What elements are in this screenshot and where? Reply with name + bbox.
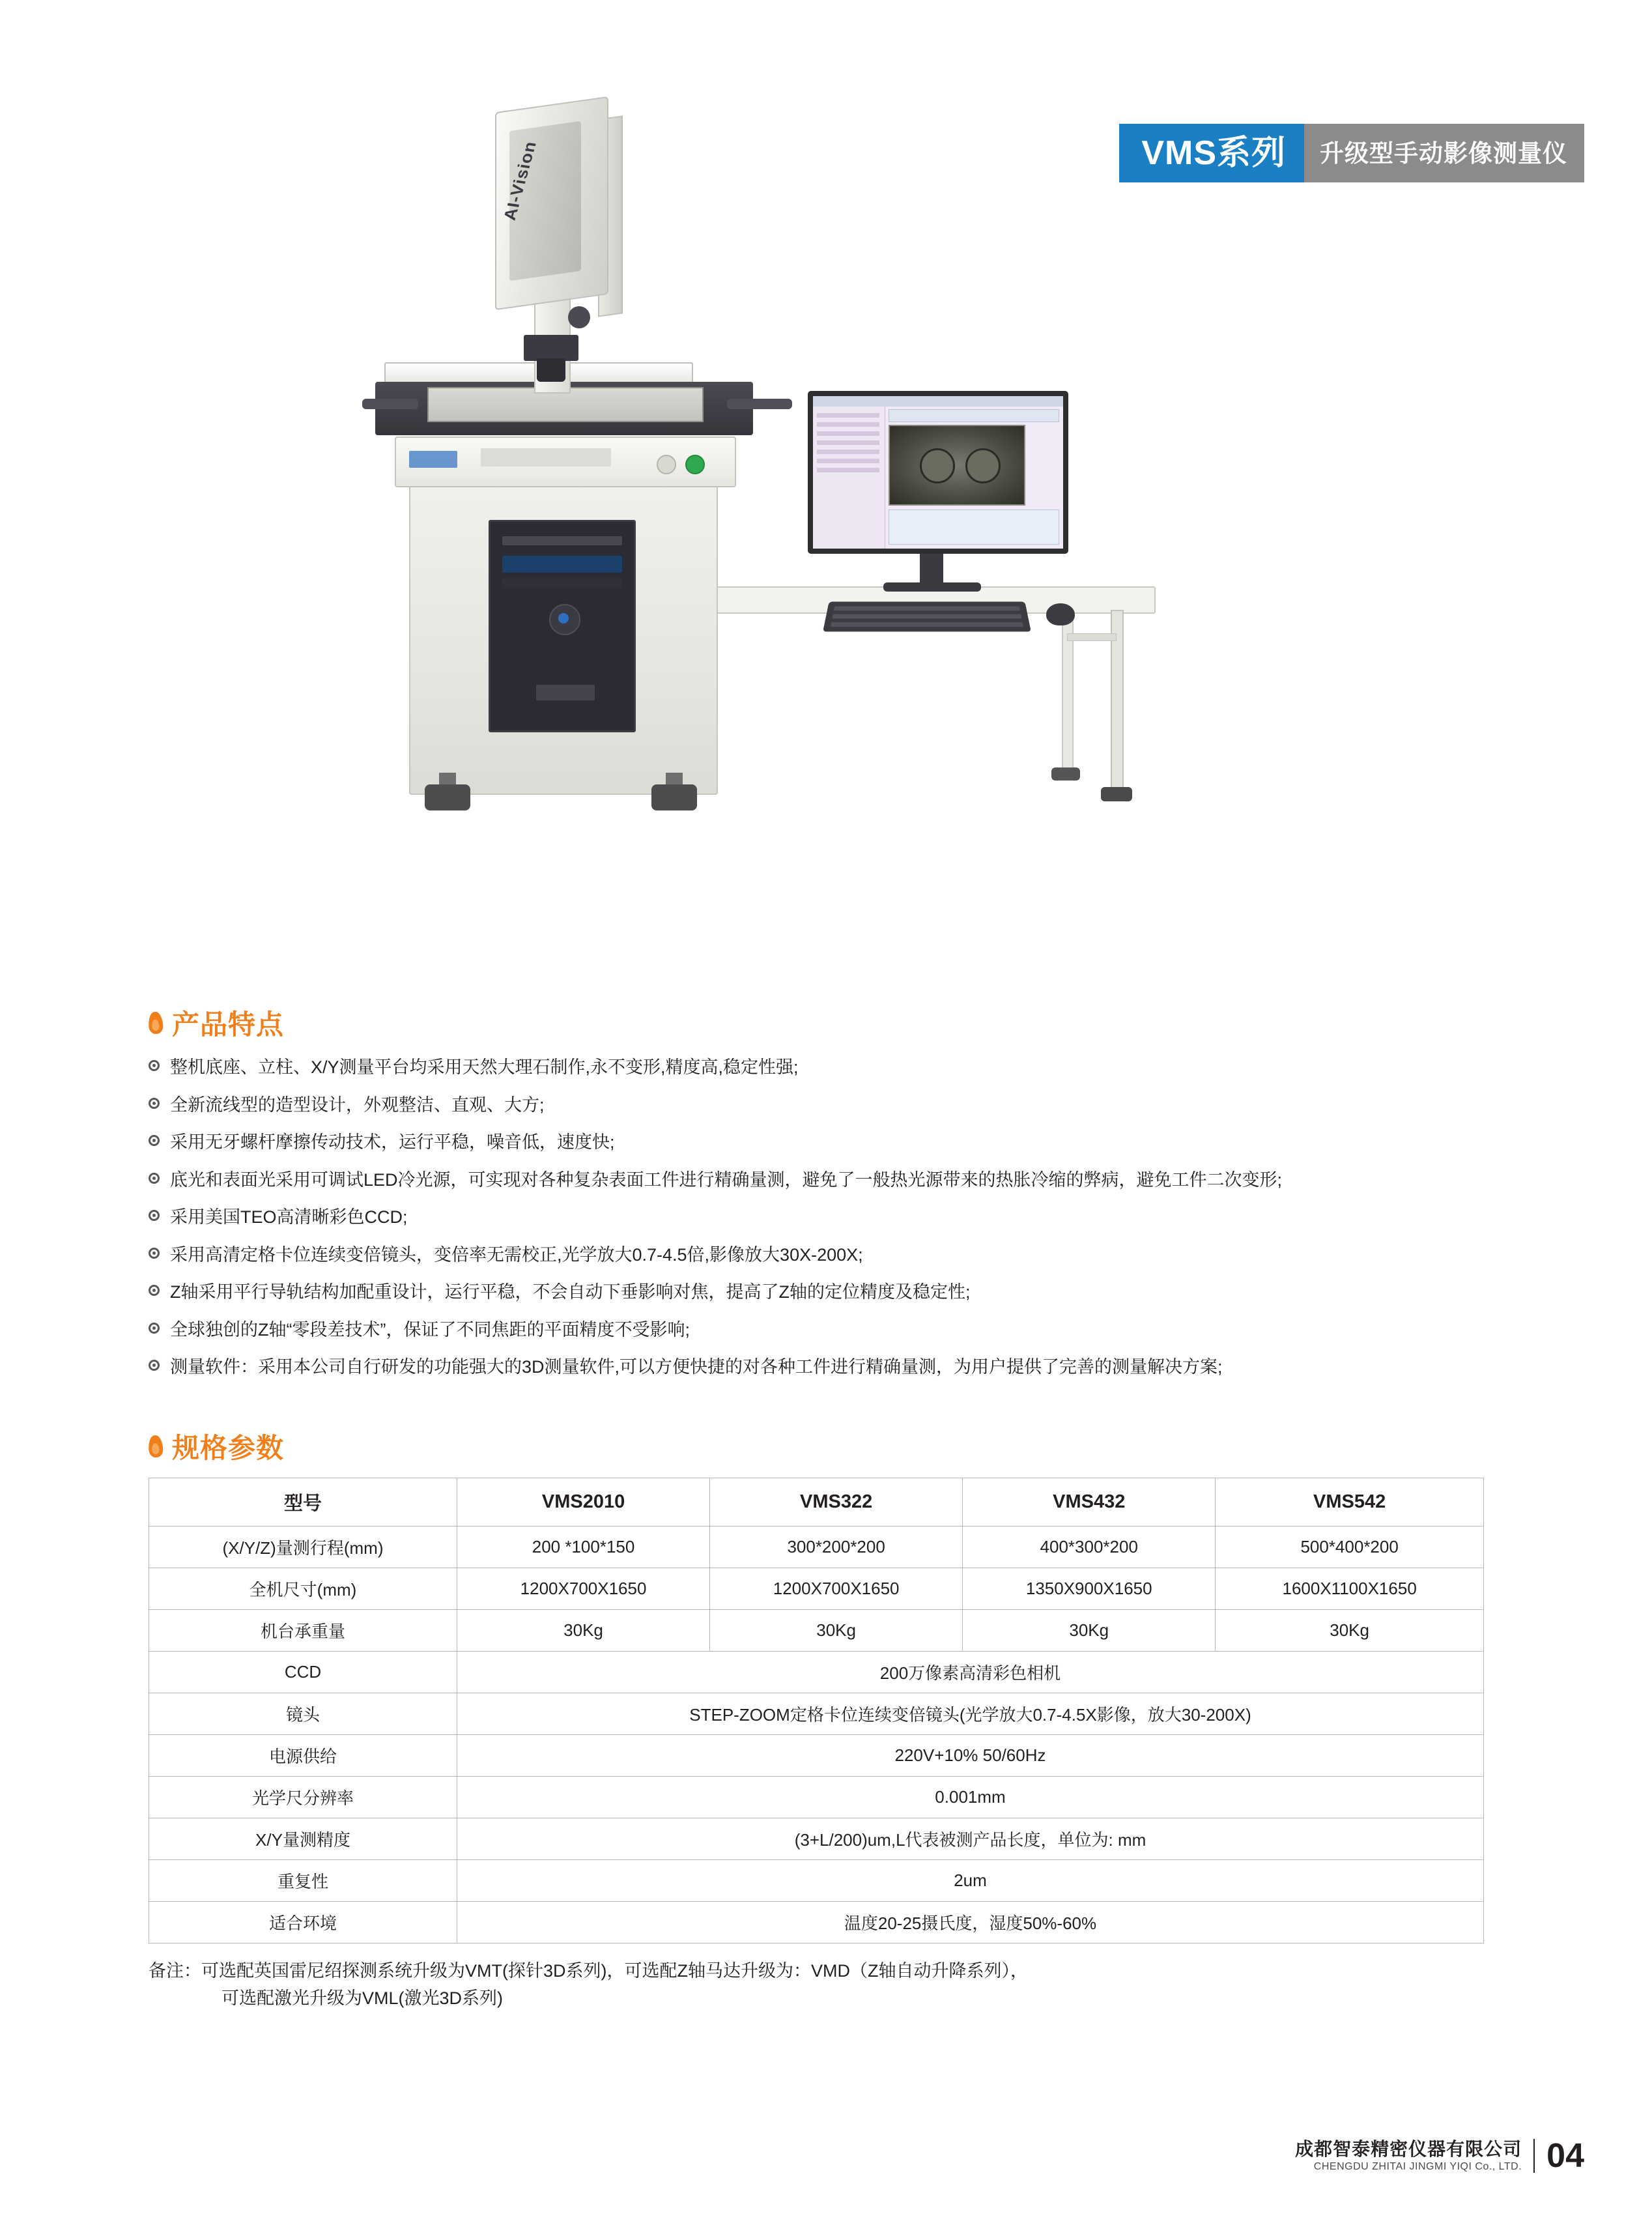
- list-item: [149, 1317, 1517, 1343]
- bullet-icon: [149, 1060, 160, 1071]
- company-block: [1295, 2138, 1522, 2173]
- workpiece-hole: [965, 448, 1001, 483]
- header-banner: [1119, 124, 1584, 182]
- table-row-label: 适合环境: [149, 1902, 457, 1943]
- feature-text: 采用美国TEO高清晰彩色CCD;: [170, 1207, 408, 1227]
- software-panel-row: [817, 468, 879, 472]
- bullet-icon: [149, 1323, 160, 1334]
- table-row: [149, 1902, 1484, 1943]
- monitor: [808, 391, 1068, 554]
- machine-brand-label: AI-Vision: [499, 139, 541, 222]
- table-cell: 1200X700X1650: [710, 1568, 963, 1610]
- table-cell: 1600X1100X1650: [1216, 1568, 1484, 1610]
- tower-badge: [502, 556, 622, 573]
- feature-text: 测量软件：采用本公司自行研发的功能强大的3D测量软件,可以方便快捷的对各种工件进行精确量测，为用户提供了完善的测量解决方案;: [170, 1357, 1223, 1377]
- list-item: [149, 1054, 1517, 1081]
- flame-icon: [148, 1011, 164, 1034]
- table-row: [149, 1860, 1484, 1902]
- table-row: [149, 1818, 1484, 1860]
- table-cell: STEP-ZOOM定格卡位连续变倍镜头(光学放大0.7-4.5X影像，放大30-200X): [457, 1693, 1484, 1735]
- zoom-lens: [537, 358, 565, 382]
- tower-vent: [502, 578, 622, 588]
- list-item: [149, 1129, 1517, 1156]
- software-side-panel: [813, 407, 885, 549]
- table-cell: 300*200*200: [710, 1526, 963, 1568]
- monitor-neck: [920, 554, 943, 586]
- table-row-label: 全机尺寸(mm): [149, 1568, 457, 1610]
- table-cell: 200 *100*150: [457, 1526, 710, 1568]
- stage-rail-right: [727, 399, 792, 409]
- features-heading: [149, 1003, 1517, 1042]
- software-panel-row: [817, 413, 879, 418]
- list-item: [149, 1279, 1517, 1306]
- table-row: [149, 1777, 1484, 1818]
- specifications-table: [149, 1478, 1484, 1943]
- stage-rail-left: [362, 399, 418, 409]
- desk-foot-right-back: [1051, 767, 1080, 781]
- table-cell: 400*300*200: [963, 1526, 1216, 1568]
- machine-nameplate: [481, 448, 611, 466]
- note-line-2: 可选配激光升级为VML(激光3D系列): [221, 1988, 504, 2008]
- feature-text: 采用无牙螺杆摩擦传动技术，运行平稳，噪音低，速度快;: [170, 1132, 615, 1152]
- features-list: [149, 1054, 1517, 1381]
- monitor-screen: [813, 396, 1063, 549]
- software-measurement-view: [889, 425, 1025, 506]
- optical-head-mount: [524, 335, 578, 361]
- specs-title: 规格参数: [172, 1433, 285, 1463]
- table-header-cell: 型号: [149, 1478, 457, 1526]
- keyboard-row: [832, 614, 1021, 618]
- power-switch-on: [685, 455, 705, 474]
- feature-text: 全新流线型的造型设计，外观整洁、直观、大方;: [170, 1095, 545, 1115]
- list-item: [149, 1242, 1517, 1268]
- table-cell: 0.001mm: [457, 1777, 1484, 1818]
- table-row: [149, 1568, 1484, 1610]
- table-cell: 30Kg: [710, 1610, 963, 1652]
- list-item: [149, 1204, 1517, 1231]
- z-axis-knob: [568, 306, 590, 328]
- software-toolbar: [813, 396, 1063, 407]
- monitor-base: [883, 582, 981, 592]
- keyboard-row: [834, 606, 1021, 610]
- tower-logo: [536, 685, 595, 700]
- list-item: [149, 1167, 1517, 1194]
- table-row: [149, 1735, 1484, 1777]
- feature-text: 底光和表面光采用可调试LED冷光源，可实现对各种复杂表面工件进行精确量测，避免了一般热光源带来的热胀冷缩的弊病，避免工件二次变形;: [170, 1169, 1283, 1190]
- table-cell: 500*400*200: [1216, 1526, 1484, 1568]
- feature-text: 全球独创的Z轴“零段差技术”，保证了不同焦距的平面精度不受影响;: [170, 1319, 690, 1340]
- feature-text: 采用高清定格卡位连续变倍镜头，变倍率无需校正,光学放大0.7-4.5倍,影像放大30X-200X;: [170, 1244, 863, 1265]
- footer-divider: [1533, 2139, 1535, 2173]
- table-cell: 30Kg: [963, 1610, 1216, 1652]
- desk-foot-right: [1101, 787, 1132, 801]
- cabinet-foot-right: [651, 784, 697, 810]
- software-panel-row: [817, 459, 879, 463]
- note-line-1: 备注：可选配英国雷尼绍探测系统升级为VMT(探针3D系列)，可选配Z轴马达升级为：VMD（Z轴自动升降系列），: [149, 1961, 1028, 1981]
- table-cell: 220V+10% 50/60Hz: [457, 1735, 1484, 1777]
- bullet-icon: [149, 1098, 160, 1109]
- company-name-en: CHENGDU ZHITAI JINGMI YIQI Co., LTD.: [1313, 2161, 1522, 2172]
- table-row-label: CCD: [149, 1652, 457, 1693]
- flame-icon: [148, 1435, 164, 1457]
- bullet-icon: [149, 1210, 160, 1221]
- table-row-label: X/Y量测精度: [149, 1818, 457, 1860]
- software-top-strip: [889, 409, 1059, 422]
- table-header-row: [149, 1478, 1484, 1526]
- feature-text: 整机底座、立柱、X/Y测量平台均采用天然大理石制作,永不变形,精度高,稳定性强;: [170, 1057, 799, 1077]
- bullet-icon: [149, 1135, 160, 1146]
- software-results-panel: [889, 509, 1059, 545]
- software-panel-row: [817, 440, 879, 445]
- software-panel-row: [817, 431, 879, 436]
- power-button: [558, 613, 569, 624]
- computer-tower: [489, 520, 636, 732]
- software-panel-row: [817, 450, 879, 454]
- feature-text: Z轴采用平行导轨结构加配重设计，运行平稳，不会自动下垂影响对焦，提高了Z轴的定位精度及稳定性;: [170, 1282, 971, 1302]
- specs-section: [149, 1427, 1503, 2013]
- bullet-icon: [149, 1173, 160, 1184]
- table-row-label: 机台承重量: [149, 1610, 457, 1652]
- table-cell: 1200X700X1650: [457, 1568, 710, 1610]
- table-row: [149, 1652, 1484, 1693]
- desk-brace: [1067, 633, 1117, 641]
- series-title: VMS系列: [1119, 124, 1304, 182]
- table-row-label: 镜头: [149, 1693, 457, 1735]
- table-header-cell: VMS432: [963, 1478, 1216, 1526]
- table-row-label: 重复性: [149, 1860, 457, 1902]
- bullet-icon: [149, 1248, 160, 1259]
- table-cell: 30Kg: [457, 1610, 710, 1652]
- cabinet-foot-left: [425, 784, 470, 810]
- keyboard: [823, 602, 1031, 632]
- table-cell: 温度20-25摄氏度，湿度50%-60%: [457, 1902, 1484, 1943]
- table-cell: 30Kg: [1216, 1610, 1484, 1652]
- table-header-cell: VMS322: [710, 1478, 963, 1526]
- table-header-cell: VMS2010: [457, 1478, 710, 1526]
- machine-control-panel: [395, 437, 736, 487]
- list-item: [149, 1354, 1517, 1381]
- specs-heading: [149, 1427, 1503, 1466]
- mouse: [1046, 603, 1075, 625]
- page-number: 04: [1546, 2136, 1584, 2175]
- series-subtitle: 升级型手动影像测量仪: [1304, 124, 1584, 182]
- bullet-icon: [149, 1360, 160, 1371]
- machine-logo: [409, 451, 457, 468]
- table-row: [149, 1526, 1484, 1568]
- table-row: [149, 1610, 1484, 1652]
- table-cell: (3+L/200)um,L代表被测产品长度，单位为: mm: [457, 1818, 1484, 1860]
- list-item: [149, 1092, 1517, 1119]
- bullet-icon: [149, 1285, 160, 1296]
- features-title: 产品特点: [172, 1009, 285, 1040]
- table-cell: 200万像素高清彩色相机: [457, 1652, 1484, 1693]
- table-cell: 1350X900X1650: [963, 1568, 1216, 1610]
- table-row-label: 光学尺分辨率: [149, 1777, 457, 1818]
- software-panel-row: [817, 422, 879, 427]
- company-name-cn: 成都智泰精密仪器有限公司: [1295, 2139, 1522, 2159]
- table-header-cell: VMS542: [1216, 1478, 1484, 1526]
- power-switch-off: [657, 455, 676, 474]
- table-cell: 2um: [457, 1860, 1484, 1902]
- footer: [1295, 2138, 1584, 2173]
- keyboard-row: [831, 622, 1023, 627]
- machine-cabinet: [409, 480, 718, 795]
- table-row-label: (X/Y/Z)量测行程(mm): [149, 1526, 457, 1568]
- features-section: [149, 1003, 1517, 1392]
- table-row-label: 电源供给: [149, 1735, 457, 1777]
- table-row: [149, 1693, 1484, 1735]
- specs-note: [149, 1958, 1503, 2013]
- optical-head-housing: [495, 96, 608, 310]
- workpiece-hole: [920, 448, 955, 483]
- optical-drive: [502, 536, 622, 545]
